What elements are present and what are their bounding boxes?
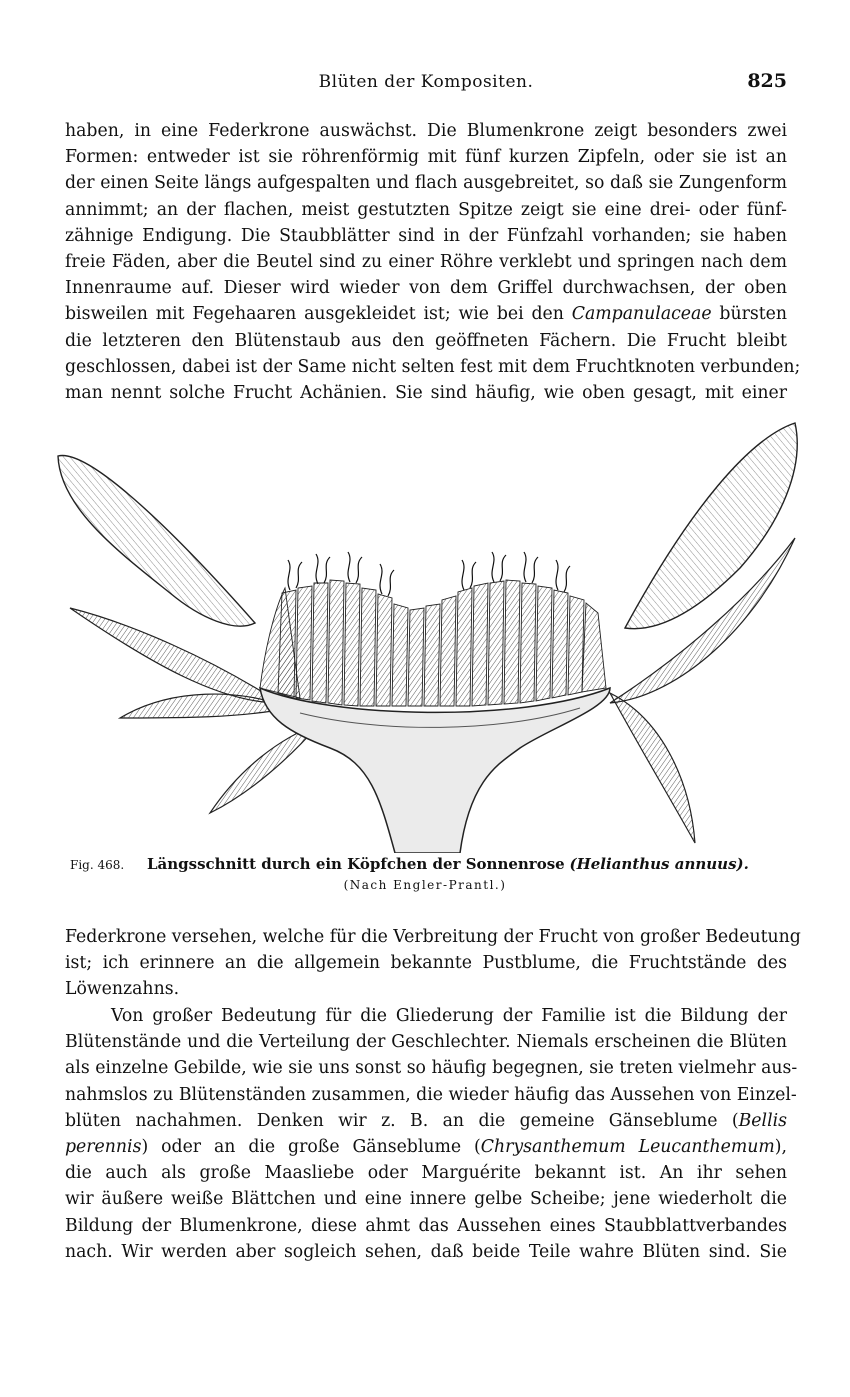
latin-term: perennis <box>65 1137 142 1158</box>
text-line: die letzteren den Blütenstaub aus den geöffneten Fächern. Die Frucht bleibt <box>65 330 787 351</box>
text-run: blüten nachahmen. Denken wir z. B. an die gemeine Gänseblume ( <box>65 1110 739 1131</box>
figure-caption <box>70 855 770 873</box>
text-line: als einzelne Gebilde, wie sie uns sonst so häufig begegnen, sie treten vielmehr aus- <box>65 1058 798 1079</box>
text-line: ist; ich erinnere an die allgemein bekannte Pustblume, die Fruchtstände des <box>65 953 787 974</box>
paragraph-bottom-2 <box>65 1003 798 1265</box>
text-line <box>65 1134 787 1160</box>
figure-number: Fig. 468. <box>70 858 125 872</box>
text-line: Formen: entweder ist sie röhrenförmig mit fünf kurzen Zipfeln, oder sie ist an <box>65 147 787 168</box>
text-run: ), <box>774 1137 787 1158</box>
text-line: zähnige Endigung. Die Staubblätter sind in der Fünfzahl vorhanden; sie haben <box>65 225 787 246</box>
text-line: haben, in eine Federkrone auswächst. Die Blumenkrone zeigt besonders zwei <box>65 121 787 141</box>
figure-credit: (Nach Engler-Prantl.) <box>343 878 507 892</box>
text-line: die auch als große Maasliebe oder Marguérite bekannt ist. An ihr sehen <box>65 1163 787 1184</box>
page-header <box>65 72 787 98</box>
text-line: freie Fäden, aber die Beutel sind zu einer Röhre verklebt und springen nach dem <box>65 252 787 273</box>
text-line: Von großer Bedeutung für die Gliederung der Familie ist die Bildung der <box>111 1006 787 1026</box>
text-line: nach. Wir werden aber sogleich sehen, daß beide Teile wahre Blüten sind. Sie <box>65 1241 787 1262</box>
running-head: Blüten der Kompositen. <box>318 72 534 92</box>
page-number: 825 <box>747 70 787 92</box>
text-line: Bildung der Blumenkrone, diese ahmt das Aussehen eines Staubblattverbandes <box>65 1215 787 1236</box>
text-run: ) oder an die große Gänseblume ( <box>141 1137 481 1158</box>
text-line: geschlossen, dabei ist der Same nicht selten fest mit dem Fruchtknoten verbunden; <box>65 356 801 377</box>
text-line: Innenraume auf. Dieser wird wieder von dem Griffel durchwachsen, der oben <box>65 278 787 299</box>
latin-term: Bellis <box>738 1110 787 1131</box>
text-line: wir äußere weiße Blättchen und eine innere gelbe Scheibe; jene wiederholt die <box>65 1189 787 1210</box>
paragraph-bottom-1 <box>65 924 801 1003</box>
text-line: man nennt solche Frucht Achänien. Sie sind häufig, wie oben gesagt, mit einer <box>65 383 787 404</box>
sunflower-head-section-drawing <box>50 418 810 853</box>
latin-term: Campanulaceae <box>571 304 712 325</box>
text-line: Löwenzahns. <box>65 979 180 1000</box>
text-run: bürsten <box>719 304 788 325</box>
text-run: bisweilen mit Fegehaaren ausgekleidet ist; wie bei den <box>65 304 564 325</box>
text-line: nahmslos zu Blütenständen zusammen, die wieder häufig das Aussehen von Einzel- <box>65 1084 797 1105</box>
caption-title: Längsschnitt durch ein Köpfchen der Sonnenrose <box>146 855 565 873</box>
figure-illustration <box>50 418 810 853</box>
text-line: Blütenstände und die Verteilung der Geschlechter. Niemals erscheinen die Blüten <box>65 1032 787 1053</box>
text-line <box>65 1108 787 1134</box>
paragraph-top <box>65 118 801 406</box>
text-line: Federkrone versehen, welche für die Verbreitung der Frucht von großer Bedeutung <box>65 927 801 947</box>
caption-latin-name: (Helianthus annuus). <box>569 855 749 873</box>
latin-term: Chrysanthemum Leucanthemum <box>480 1137 775 1158</box>
text-line <box>65 301 787 327</box>
text-line: annimmt; an der flachen, meist gestutzten Spitze zeigt sie eine drei- oder fünf- <box>65 199 787 220</box>
text-line: der einen Seite längs aufgespalten und flach ausgebreitet, so daß sie Zungenform <box>65 173 787 194</box>
